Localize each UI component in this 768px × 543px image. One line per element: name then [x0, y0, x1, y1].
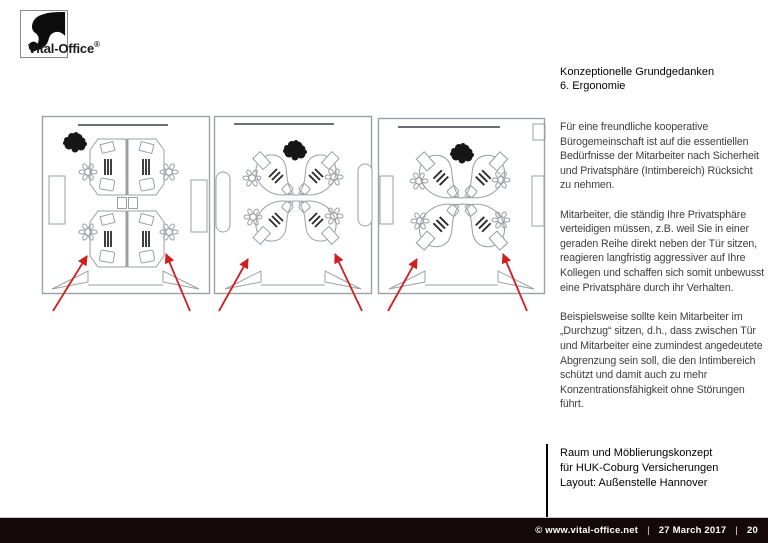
title-line-1: Konzeptionelle Grundgedanken — [560, 66, 715, 78]
plant-icon — [283, 140, 307, 161]
footer-date: 27 March 2017 — [658, 525, 727, 536]
footer-copyright: © www.vital-office.net — [535, 525, 639, 536]
plant-icon — [450, 143, 474, 164]
project-line-3: Layout: Außenstelle Hannover — [560, 477, 708, 489]
sideboard — [191, 180, 207, 232]
floorplan-variant-1 — [43, 117, 210, 294]
title-line-2: 6. Ergonomie — [560, 80, 626, 92]
door-swing — [225, 271, 361, 289]
sideboard — [216, 172, 230, 232]
footer-bar — [0, 517, 768, 543]
desk-cluster — [90, 139, 164, 267]
sideboard — [532, 176, 544, 226]
footer-separator: | — [735, 525, 739, 536]
floorplan-variant-2 — [215, 117, 373, 294]
page-title — [560, 65, 766, 93]
floorplan-variant-3 — [379, 119, 546, 294]
sideboard — [358, 164, 372, 226]
registered-mark: ® — [94, 40, 100, 49]
red-arrow — [388, 259, 417, 311]
sideboard — [380, 176, 393, 224]
desk-cluster — [416, 152, 507, 250]
brand-name: Vital-Office — [28, 41, 94, 56]
paragraph-2: Mitarbeiter, die ständig Ihre Privatsphäre verteidigen müssen, z.B. weil Sie in einer geraden Reihe direkt neben der Tür sitzen, reagieren langfristig aggressiver auf Ihre Kollegen und schaffen sich somit unbewusst eine Privatsphäre durch ihr Verhalten. — [560, 208, 765, 294]
plant-icon — [63, 132, 87, 153]
project-line-1: Raum und Möblierungskonzept — [560, 447, 713, 459]
paragraph-1: Für eine freundliche kooperative Bürogemeinschaft ist auf die essentiellen Bedürfnisse der Mitarbeiter nach Sicherheit und Privatsphäre (Intimbereich) Rücksicht zu nehmen. — [560, 121, 759, 192]
red-arrow — [335, 254, 362, 311]
footer-page-number: 20 — [747, 525, 758, 536]
sideboard — [49, 176, 65, 224]
text-column — [560, 65, 766, 426]
desk-cluster — [253, 152, 339, 245]
project-block — [546, 444, 762, 518]
paragraph-3: Beispielsweise sollte kein Mitarbeiter im „Durchzug“ sitzen, d.h., dass zwischen Tür und Mitarbeiter eine zumindest angedeutete Abgrenzung sein soll, die den Intimbereich schützt und damit auch zu mehr Konzentrationsfähigkeit ohne Störungen führt. — [560, 310, 763, 411]
red-arrow — [503, 254, 527, 311]
footer-separator: | — [647, 525, 650, 536]
project-line-2: für HUK-Coburg Versicherungen — [560, 462, 719, 474]
